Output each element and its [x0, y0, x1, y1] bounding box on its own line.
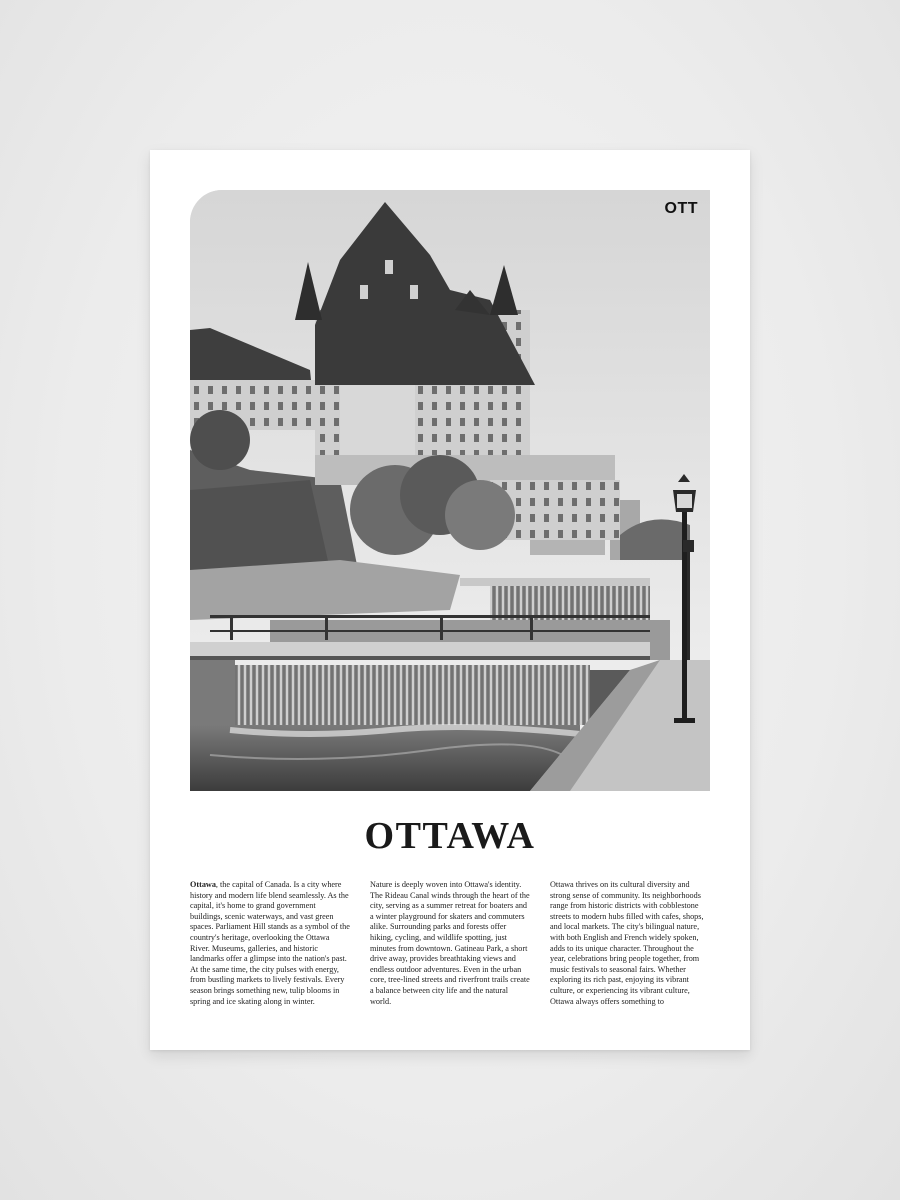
poster-print [150, 150, 750, 1050]
city-code-label: OTT [664, 200, 698, 217]
description-column-2: Nature is deeply woven into Ottawa's identity. The Rideau Canal winds through the heart of the city, serving as a summer retreat for boaters and a winter playground for skaters and commuters alike. Surrounding parks and forests offer hiking, cycling, and wildlife spotting, just minutes from downtown. Gatineau Park, a short drive away, provides breathtaking views and endless outdoor adventures. Even in the urban core, tree-lined streets and riverfront trails create a balance between city life and the natural world. [370, 880, 530, 1006]
description-column-1 [190, 880, 350, 1007]
description-column-3: Ottawa thrives on its cultural diversity and strong sense of community. Its neighborhoods range from historic districts with cobblestone streets to modern hubs filled with cafes, shops, and local markets. The city's bilingual nature, with both English and French widely spoken, adds to its unique character. Throughout the year, celebrations bring people together, from music festivals to seasonal fairs. Whether exploring its rich past, enjoying its vibrant culture, or experiencing its vibrant culture, Ottawa always offers something to [550, 880, 704, 1006]
city-title: OTTAWA [364, 815, 536, 857]
column-1-text: , the capital of Canada. Is a city where history and modern life blend seamlessly. As the capital, it's home to grand government buildings, scenic waterways, and vast green spaces. Parliament Hill stands as a symbol of the country's heritage, overlooking the Ottawa River. Museums, galleries, and historic landmarks offer a glimpse into the nation's past. At the same time, the city pulses with energy, from bustling markets to lively festivals. Every season brings something new, tulip blooms in spring and ice skating along in winter. [190, 880, 350, 1006]
city-name-bold: Ottawa [190, 880, 216, 889]
description-columns [190, 880, 710, 1007]
chateau-laurier-canal-illustration [190, 190, 710, 791]
city-photo [190, 190, 710, 791]
